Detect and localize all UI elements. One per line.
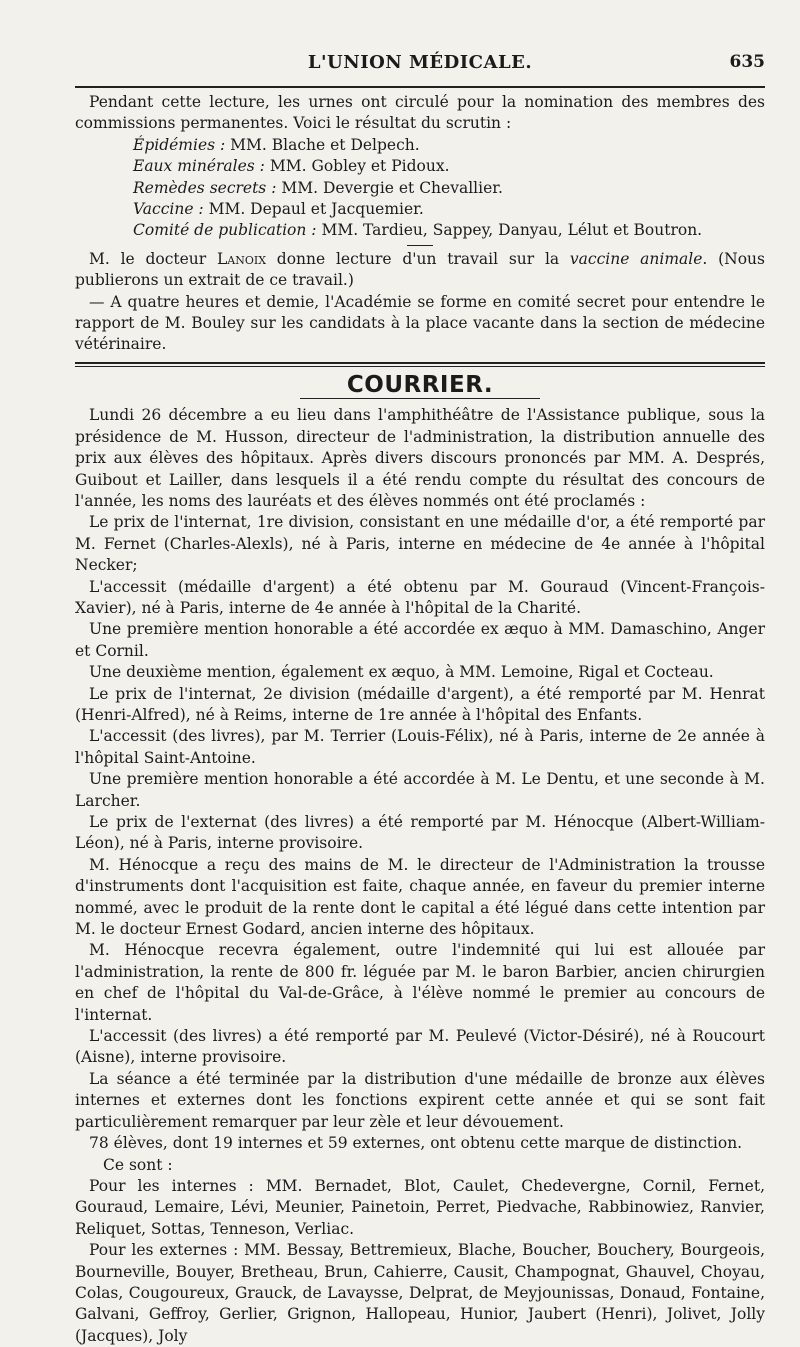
page-number: 635: [729, 52, 765, 72]
externes-list: Pour les externes : MM. Bessay, Bettremieux, Blache, Boucher, Bouchery, Bourgeois, Bourneville, Bouyer, Bretheau, Brun, Cahierre, Causit, Champognat, Ghauvel, Choyau, Colas, Cougoureux, Grauck, de Lavaysse, Delprat, de Meyjounissas, Donaud, Fontaine, Galvani, Geffroy, Gerlier, Grignon, Hallopeau, Hunior, Jaubert (Henri), Jolivet, Jolly (Jacques), Joly: [75, 1241, 765, 1345]
commission-item: [75, 220, 765, 241]
commission-item: [75, 199, 765, 220]
author-name: Lanoix: [216, 249, 267, 268]
courrier-paragraph: La séance a été terminée par la distribution d'une médaille de bronze aux élèves internes et externes dont les fonctions expirent cette année et qui se sont fait particulièrement remarquer par leur zèle et leur dévouement.: [75, 1069, 765, 1131]
commission-label: Eaux minérales :: [133, 157, 265, 176]
commission-label: Comité de publication :: [133, 221, 317, 240]
courrier-paragraph: M. Hénocque recevra également, outre l'indemnité qui lui est allouée par l'administration, la rente de 800 fr. léguée par M. le baron Barbier, ancien chirurgien en chef de l'hôpital du Val-de-Grâce, à l'élève nommé le premier au concours de l'internat.: [75, 941, 765, 1024]
courrier-paragraph: Le prix de l'internat, 1re division, consistant en une médaille d'or, a été remporté par M. Fernet (Charles-Alexls), né à Paris, interne en médecine de 4e année à l'hôpital Necker;: [75, 513, 765, 575]
separator-dash: [407, 245, 433, 246]
courrier-paragraph: 78 élèves, dont 19 internes et 59 externes, ont obtenu cette marque de distinction.: [89, 1134, 743, 1153]
intro-paragraph: Pendant cette lecture, les urnes ont circulé pour la nomination des membres des commissions permanentes. Voici le résultat du scrutin :: [75, 93, 765, 133]
journal-title: L'UNION MÉDICALE.: [307, 52, 533, 73]
courrier-paragraph: M. Hénocque a reçu des mains de M. le directeur de l'Administration la trousse d'instruments dont l'acquisition est faite, chaque année, en faveur du premier interne nommé, avec le produit de la rente dont le capital a été légué dans cette intention par M. le docteur Ernest Godard, ancien interne des hôpitaux.: [75, 855, 765, 939]
commission-label: Épidémies :: [133, 135, 226, 154]
lanoix-paragraph: [75, 249, 765, 292]
commission-label: Remèdes secrets :: [133, 178, 277, 197]
courrier-paragraph: Le prix de l'externat (des livres) a été remporté par M. Hénocque (Albert-William-Léon), né à Paris, interne provisoire.: [75, 813, 765, 853]
commission-members: MM. Tardieu, Sappey, Danyau, Lélut et Boutron.: [321, 221, 703, 240]
courrier-body: [75, 405, 765, 1347]
text-run: donne lecture d'un travail sur la: [266, 249, 570, 268]
text-run: M. le docteur: [89, 249, 217, 268]
courrier-paragraph: L'accessit (des livres), par M. Terrier (Louis-Félix), né à Paris, interne de 2e année à l'hôpital Saint-Antoine.: [75, 727, 765, 767]
running-header: [75, 52, 765, 78]
commission-label: Vaccine :: [133, 200, 204, 219]
header-rule: [75, 86, 765, 88]
commission-members: MM. Blache et Delpech.: [230, 135, 420, 154]
courrier-paragraph: Le prix de l'internat, 2e division (médaille d'argent), a été remporté par M. Henrat (Henri-Alfred), né à Reims, interne de 1re année à l'hôpital des Enfants.: [75, 684, 765, 724]
page-body: [75, 92, 765, 1347]
commission-members: MM. Depaul et Jacquemier.: [208, 200, 424, 219]
commission-list: [75, 135, 765, 242]
courrier-paragraph: Une deuxième mention, également ex æquo, à MM. Lemoine, Rigal et Cocteau.: [89, 663, 714, 682]
italic-term: vaccine animale: [569, 249, 703, 268]
courrier-paragraph: L'accessit (médaille d'argent) a été obtenu par M. Gouraud (Vincent-François-Xavier), né à Paris, interne de 4e année à l'hôpital de la Charité.: [75, 577, 765, 617]
ce-sont-line: Ce sont :: [103, 1155, 173, 1174]
courrier-paragraph: Une première mention honorable a été accordée ex æquo à MM. Damaschino, Anger et Cornil.: [75, 620, 765, 660]
internes-list: Pour les internes : MM. Bernadet, Blot, Caulet, Chedevergne, Cornil, Fernet, Gouraud, Lemaire, Lévi, Meunier, Painetoin, Perret, Piedvache, Rabbinowiez, Ranvier, Reliquet, Sottas, Tenneson, Verliac.: [75, 1176, 765, 1238]
courrier-paragraph: L'accessit (des livres) a été remporté par M. Peulevé (Victor-Désiré), né à Roucourt (Aisne), interne provisoire.: [75, 1027, 765, 1067]
commission-item: [75, 135, 765, 156]
commission-members: MM. Gobley et Pidoux.: [269, 157, 450, 176]
commission-item: [75, 178, 765, 199]
title-underline: [300, 398, 540, 399]
commission-members: MM. Devergie et Chevallier.: [281, 178, 503, 197]
courrier-paragraph: Lundi 26 décembre a eu lieu dans l'amphithéâtre de l'Assistance publique, sous la présidence de M. Husson, directeur de l'administration, la distribution annuelle des prix aux élèves des hôpitaux. Après divers discours prononcés par MM. A. Després, Guibout et Lailler, dans lesquels il a été rendu compte du résultat des concours de l'année, les noms des lauréats et des élèves nommés ont été proclamés :: [75, 406, 765, 510]
courrier-paragraph: Une première mention honorable a été accordée à M. Le Dentu, et une seconde à M. Larcher.: [75, 770, 765, 810]
section-title: COURRIER.: [346, 371, 494, 398]
commission-item: [75, 156, 765, 177]
comite-secret-paragraph: — A quatre heures et demie, l'Académie se forme en comité secret pour entendre le rapport de M. Bouley sur les candidats à la place vacante dans la section de médecine vétérinaire.: [75, 292, 765, 354]
text-run: . (Nous publierons un extrait de ce travail.): [75, 249, 765, 290]
section-rule: [75, 362, 765, 367]
